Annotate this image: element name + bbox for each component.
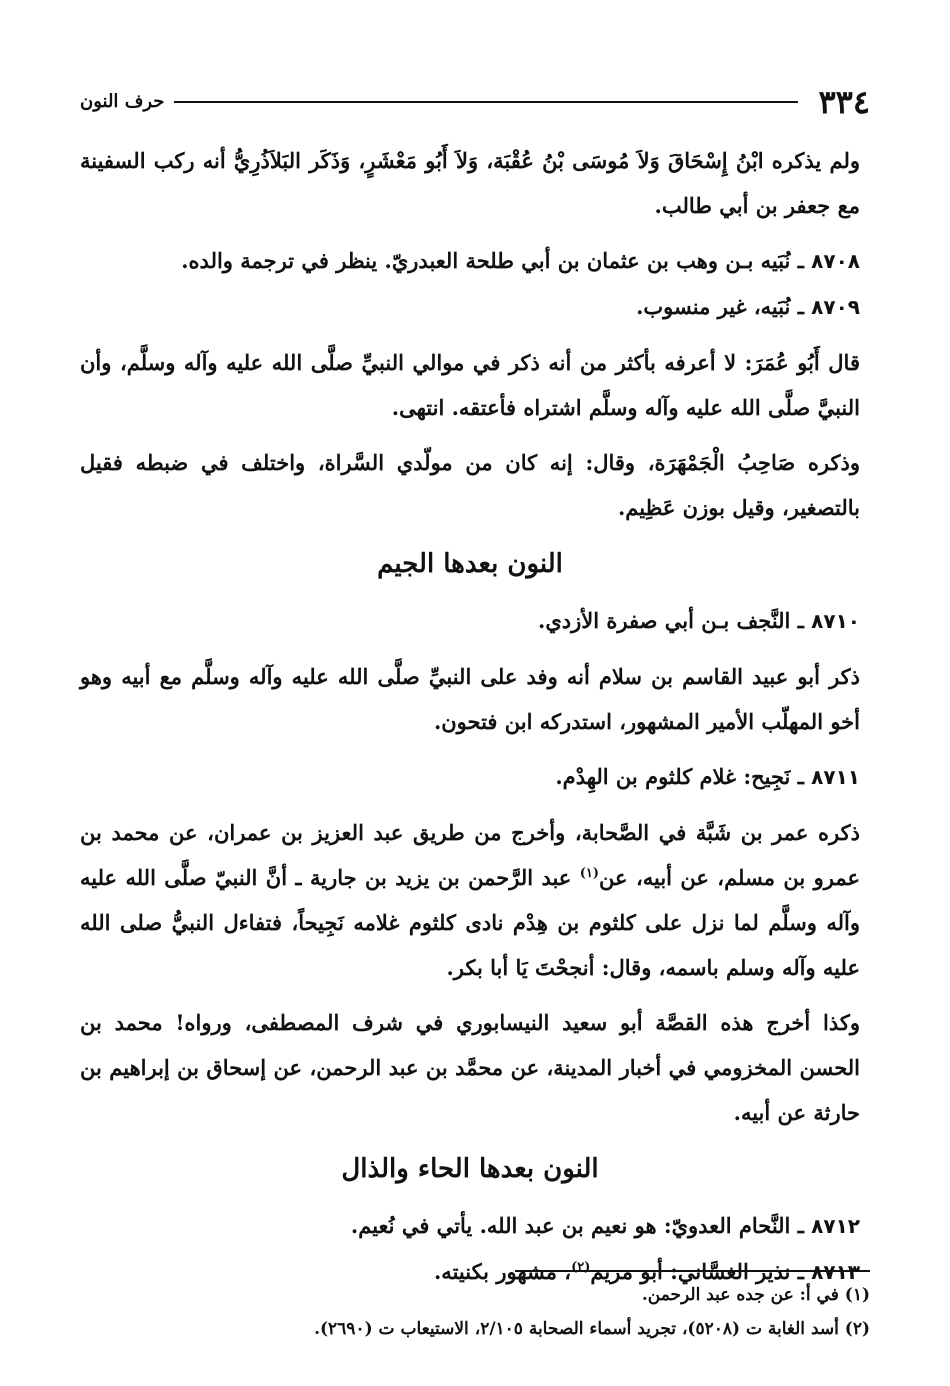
entry-8711 [80, 754, 860, 800]
page-number: ٣٣٤ [818, 83, 870, 121]
footnotes [90, 1270, 870, 1346]
entry-number: ٨٧١٠ [811, 609, 860, 633]
running-head: حرف النون [80, 91, 165, 112]
paragraph-1: ولم يذكره ابْنُ إِسْحَاقَ وَلاَ مُوسَى بْنُ عُقْبَة، وَلاَ أَبُو مَعْشَرٍ، وَذَكَر البَلاَذُرِيُّ أنه ركب السفينة مع جعفر بن أبي طالب. [80, 148, 860, 218]
section-title-ha-dhal: النون بعدها الحاء والذال [341, 1154, 599, 1184]
entry-text: ـ النَّحام العدويّ: هو نعيم بن عبد الله. يأتي في نُعيم. [350, 1213, 804, 1238]
paragraph-3: وذكره صَاحِبُ الْجَمْهَرَة، وقال: إنه كان من مولّدي السَّراة، واختلف في ضبطه فقيل بالتصغير، وقيل بوزن عَظِيم. [80, 450, 860, 520]
entry-text: ، مشهور بكنيته. [434, 1259, 572, 1284]
entry-text: ـ نَجِيح: غلام كلثوم بن الهِدْم. [555, 764, 804, 789]
entry-8709 [80, 284, 860, 330]
entry-8710 [80, 598, 860, 644]
footnote-rule [515, 1270, 870, 1272]
entry-text: ـ نذير الغسَّاني: أبو مريم [590, 1259, 804, 1284]
paragraph-5 [80, 810, 860, 990]
entry-number: ٨٧١٢ [811, 1214, 860, 1238]
footnote-1: (١) في أ: عن جده عبد الرحمن. [641, 1285, 870, 1305]
header-rule [174, 101, 798, 103]
entry-text: ـ نُبَيه بـن وهب بن عثمان بن أبي طلحة العبدريّ. ينظر في ترجمة والده. [181, 248, 804, 273]
entry-number: ٨٧١١ [811, 765, 860, 789]
footnote-ref-1[interactable]: (١) [579, 866, 600, 881]
paragraph-text: ذكره عمر بن شَبَّة في الصَّحابة، وأخرج من طريق عبد العزيز بن عمران، عن محمد بن عمرو بن مسلم، عن أبيه، عن [80, 820, 860, 890]
paragraph-text: عبد الرَّحمن بن يزيد بن جارية ـ أنَّ النبيّ صلَّى الله عليه وآله وسلَّم لما نزل على كلثوم بن هِدْم نادى كلثوم غلامه نَجِيحاً، فتفاءل النبيُّ صلى الله عليه وآله وسلم باسمه، وقال: أنجحْتَ يَا أبا بكر. [80, 865, 860, 980]
entry-8708 [80, 238, 860, 284]
footnote-ref-2[interactable]: (٢) [571, 1260, 591, 1275]
entry-text: ـ نُبَيه، غير منسوب. [636, 294, 804, 319]
section-title-jim: النون بعدها الجيم [377, 549, 563, 579]
paragraph-4: ذكر أبو عبيد القاسم بن سلام أنه وفد على النبيِّ صلَّى الله عليه وآله وسلَّم مع أبيه وهو أخو المهلّب الأمير المشهور، استدركه ابن فتحون. [80, 664, 860, 734]
footnote-2: (٢) أسد الغابة ت (٥٢٠٨)، تجريد أسماء الصحابة ٢/١٠٥، الاستيعاب ت (٢٦٩٠). [314, 1319, 870, 1339]
entry-number: ٨٧٠٩ [811, 295, 860, 319]
entry-text: ـ النَّجف بـن أبي صفرة الأزدي. [538, 608, 804, 633]
paragraph-2: قال أَبُو عُمَرَ: لا أعرفه بأكثر من أنه ذكر في موالي النبيِّ صلَّى الله عليه وآله وسلَّم، وأن النبيَّ صلَّى الله عليه وآله وسلَّم اشتراه فأعتقه. انتهى. [80, 350, 860, 420]
page-body [80, 138, 860, 1295]
paragraph-6: وكذا أخرج هذه القصَّة أبو سعيد النيسابوري في شرف المصطفى، ورواه! محمد بن الحسن المخزومي في أخبار المدينة، عن محمَّد بن عبد الرحمن، عن إسحاق بن إبراهيم بن حارثة عن أبيه. [80, 1010, 860, 1125]
page-header [80, 80, 870, 124]
entry-number: ٨٧١٣ [811, 1260, 860, 1284]
entry-8712 [80, 1203, 860, 1249]
entry-number: ٨٧٠٨ [811, 249, 860, 273]
